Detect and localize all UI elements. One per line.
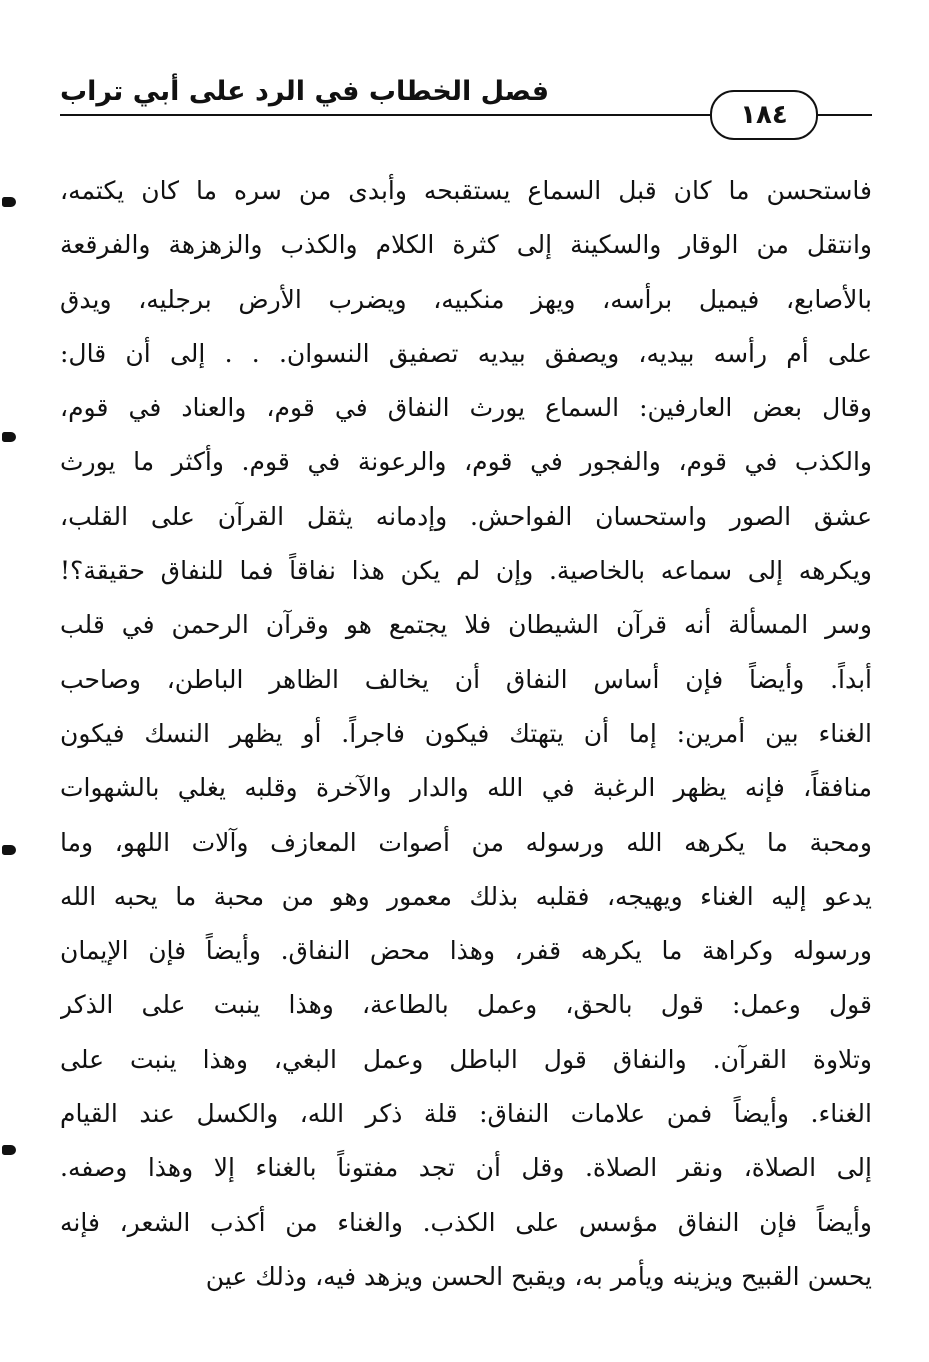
page-header xyxy=(60,64,872,130)
running-title: فصل الخطاب في الرد على أبي تراب xyxy=(60,76,550,107)
body-text xyxy=(60,164,872,1314)
margin-tab-mark xyxy=(2,197,16,207)
text-line: وأيضاً فإن النفاق مؤسس على الكذب. والغناء من أكذب الشعر، فإنه xyxy=(60,1207,872,1237)
text-line: وقال بعض العارفين: السماع يورث النفاق في قوم، والعناد في قوم، xyxy=(60,393,872,423)
text-line: عشق الصور واستحسان الفواحش. وإدمانه يثقل القرآن على القلب، xyxy=(60,501,872,531)
page-number: ١٨٤ xyxy=(710,90,818,140)
text-line: وسر المسألة أنه قرآن الشيطان فلا يجتمع هو وقرآن الرحمن في قلب xyxy=(60,610,872,640)
text-line: منافقاً، فإنه يظهر الرغبة في الله والدار والآخرة وقلبه يغلي بالشهوات xyxy=(60,773,872,803)
text-line: وتلاوة القرآن. والنفاق قول الباطل وعمل البغي، وهذا ينبت على xyxy=(60,1044,872,1074)
text-line: إلى الصلاة، ونقر الصلاة. وقل أن تجد مفتوناً بالغناء إلا وهذا وصفه. xyxy=(60,1153,872,1183)
margin-tab-mark xyxy=(2,845,16,855)
text-line: على أم رأسه بيديه، ويصفق بيديه تصفيق النسوان. . . إلى أن قال: xyxy=(60,338,872,368)
text-line: وانتقل من الوقار والسكينة إلى كثرة الكلام والكذب والزهزهة والفرقعة xyxy=(60,230,872,260)
text-line: فاستحسن ما كان قبل السماع يستقبحه وأبدى من سره ما كان يكتمه، xyxy=(60,176,872,205)
text-line: ويكرهه إلى سماعه بالخاصية. وإن لم يكن هذا نفاقاً فما للنفاق حقيقة؟! xyxy=(60,556,872,586)
text-line: ومحبة ما يكرهه الله ورسوله من أصوات المعازف وآلات اللهو، وما xyxy=(60,827,872,857)
text-line: أبداً. وأيضاً فإن أساس النفاق أن يخالف الظاهر الباطن، وصاحب xyxy=(60,664,872,694)
text-line: ورسوله وكراهة ما يكرهه قفر، وهذا محض النفاق. وأيضاً فإن الإيمان xyxy=(60,936,872,966)
text-line: قول وعمل: قول بالحق، وعمل بالطاعة، وهذا ينبت على الذكر xyxy=(60,990,872,1020)
margin-tab-mark xyxy=(2,432,16,442)
text-line: بالأصابع، فيميل برأسه، ويهز منكبيه، ويضرب الأرض برجليه، ويدق xyxy=(60,284,872,314)
text-line: يدعو إليه الغناء ويهيجه، فقلبه بذلك معمور وهو من محبة ما يحبه الله xyxy=(60,881,872,911)
text-line: والكذب في قوم، والفجور في قوم، والرعونة في قوم. وأكثر ما يورث xyxy=(60,447,872,477)
text-line: يحسن القبيح ويزينه ويأمر به، ويقبح الحسن ويزهد فيه، وذلك عين xyxy=(205,1261,872,1291)
margin-tab-mark xyxy=(2,1145,16,1155)
text-line: الغناء. وأيضاً فمن علامات النفاق: قلة ذكر الله، والكسل عند القيام xyxy=(60,1099,872,1129)
text-line: الغناء بين أمرين: إما أن يتهتك فيكون فاجراً. أو يظهر النسك فيكون xyxy=(60,718,872,748)
